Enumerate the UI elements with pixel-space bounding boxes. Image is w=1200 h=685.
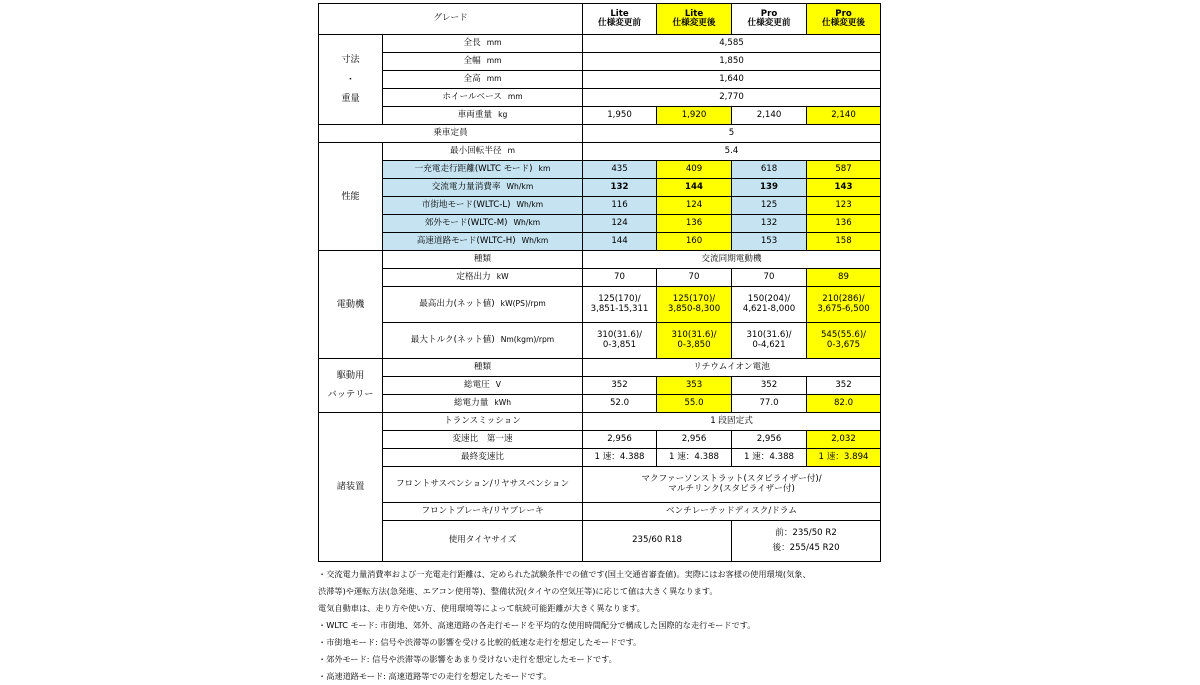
value-max-torque-lite-after: 310(31.6)/ 0-3,850 xyxy=(657,323,732,359)
row-highway-mode xyxy=(319,233,881,251)
spec-sheet xyxy=(318,3,880,685)
value-weight-pro-after: 2,140 xyxy=(807,107,881,125)
value-rated-lite-after: 70 xyxy=(657,269,732,287)
value-max-torque-pro-before: 310(31.6)/ 0-4,621 xyxy=(732,323,807,359)
value-capacity: 5 xyxy=(583,125,881,143)
value-capacity-pro-before: 77.0 xyxy=(732,395,807,413)
value-final-ratio-lite-before: 1 速：4.388 xyxy=(583,449,657,467)
value-rated-lite-before: 70 xyxy=(583,269,657,287)
label-height: 全高 mm xyxy=(383,71,583,89)
value-voltage-pro-after: 352 xyxy=(807,377,881,395)
label-rated-output: 定格出力 kW xyxy=(383,269,583,287)
row-range xyxy=(319,161,881,179)
value-suspension: マクファーソンストラット(スタビライザー付)/ マルチリンク(スタビライザー付) xyxy=(583,467,881,503)
row-tires xyxy=(319,521,881,562)
row-suspension xyxy=(319,467,881,503)
value-weight-lite-after: 1,920 xyxy=(657,107,732,125)
value-first-gear-lite-before: 2,956 xyxy=(583,431,657,449)
label-transmission: トランスミッション xyxy=(383,413,583,431)
value-wheelbase: 2,770 xyxy=(583,89,881,107)
spec-table xyxy=(318,3,881,562)
col-lite-before: Lite 仕様変更前 xyxy=(583,4,657,35)
footnotes xyxy=(318,566,880,685)
label-brakes: フロントブレーキ/リヤブレーキ xyxy=(383,503,583,521)
row-max-power xyxy=(319,287,881,323)
label-capacity: 乗車定員 xyxy=(319,125,583,143)
label-max-power: 最高出力(ネット値) kW(PS)/rpm xyxy=(383,287,583,323)
row-first-gear xyxy=(319,431,881,449)
row-rated-output xyxy=(319,269,881,287)
label-max-torque: 最大トルク(ネット値) Nm(kgm)/rpm xyxy=(383,323,583,359)
value-highway-pro-before: 153 xyxy=(732,233,807,251)
label-range: 一充電走行距離(WLTC モード) km xyxy=(383,161,583,179)
value-rated-pro-before: 70 xyxy=(732,269,807,287)
value-rated-pro-after: 89 xyxy=(807,269,881,287)
category-motor: 電動機 xyxy=(319,251,383,359)
label-city-mode: 市街地モード(WLTC-L) Wh/km xyxy=(383,197,583,215)
row-city-mode xyxy=(319,197,881,215)
footnote: ・WLTC モード: 市街地、郊外、高速道路の各走行モードを平均的な使用時間配分で構成した国際的な走行モードです。 xyxy=(318,620,756,630)
row-suburb-mode xyxy=(319,215,881,233)
row-turning-radius xyxy=(319,143,881,161)
row-battery-type xyxy=(319,359,881,377)
footnote: ・高速道路モード: 高速道路等での走行を想定したモードです。 xyxy=(318,671,552,681)
row-battery-capacity xyxy=(319,395,881,413)
row-voltage xyxy=(319,377,881,395)
value-final-ratio-pro-before: 1 速：4.388 xyxy=(732,449,807,467)
label-highway-mode: 高速道路モード(WLTC-H) Wh/km xyxy=(383,233,583,251)
value-max-torque-lite-before: 310(31.6)/ 0-3,851 xyxy=(583,323,657,359)
row-consumption xyxy=(319,179,881,197)
value-tires-pro: 前：235/50 R2 後：255/45 R20 xyxy=(732,521,881,562)
row-final-ratio xyxy=(319,449,881,467)
value-city-pro-before: 125 xyxy=(732,197,807,215)
value-capacity-lite-before: 52.0 xyxy=(583,395,657,413)
footnote: ・市街地モード: 信号や渋滞等の影響を受ける比較的低速な走行を想定したモードです。 xyxy=(318,637,642,647)
value-range-lite-before: 435 xyxy=(583,161,657,179)
value-final-ratio-lite-after: 1 速：4.388 xyxy=(657,449,732,467)
col-pro-after: Pro 仕様変更後 xyxy=(807,4,881,35)
label-battery-capacity: 総電力量 kWh xyxy=(383,395,583,413)
label-turning-radius: 最小回転半径 m xyxy=(383,143,583,161)
label-suspension: フロントサスペンション/リヤサスペンション xyxy=(383,467,583,503)
value-consumption-pro-before: 139 xyxy=(732,179,807,197)
value-max-power-pro-after: 210(286)/ 3,675-6,500 xyxy=(807,287,881,323)
value-brakes: ベンチレーテッドディスク/ドラム xyxy=(583,503,881,521)
row-height xyxy=(319,71,881,89)
value-range-pro-before: 618 xyxy=(732,161,807,179)
value-motor-type: 交流同期電動機 xyxy=(583,251,881,269)
value-turning-radius: 5.4 xyxy=(583,143,881,161)
value-capacity-lite-after: 55.0 xyxy=(657,395,732,413)
label-suburb-mode: 郊外モード(WLTC-M) Wh/km xyxy=(383,215,583,233)
label-voltage: 総電圧 V xyxy=(383,377,583,395)
value-tires-lite: 235/60 R18 xyxy=(583,521,732,562)
row-wheelbase xyxy=(319,89,881,107)
value-consumption-pro-after: 143 xyxy=(807,179,881,197)
value-consumption-lite-after: 144 xyxy=(657,179,732,197)
label-consumption: 交流電力量消費率 Wh/km xyxy=(383,179,583,197)
value-weight-lite-before: 1,950 xyxy=(583,107,657,125)
value-final-ratio-pro-after: 1 速：3.894 xyxy=(807,449,881,467)
value-first-gear-pro-before: 2,956 xyxy=(732,431,807,449)
value-highway-pro-after: 158 xyxy=(807,233,881,251)
value-max-power-lite-before: 125(170)/ 3,851-15,311 xyxy=(583,287,657,323)
label-motor-type: 種類 xyxy=(383,251,583,269)
value-transmission: 1 段固定式 xyxy=(583,413,881,431)
value-voltage-lite-after: 353 xyxy=(657,377,732,395)
footnote: ・郊外モード: 信号や渋滞等の影響をあまり受けない走行を想定したモードです。 xyxy=(318,654,617,664)
value-suburb-pro-after: 136 xyxy=(807,215,881,233)
row-max-torque xyxy=(319,323,881,359)
row-transmission xyxy=(319,413,881,431)
value-height: 1,640 xyxy=(583,71,881,89)
value-max-torque-pro-after: 545(55.6)/ 0-3,675 xyxy=(807,323,881,359)
col-lite-after: Lite 仕様変更後 xyxy=(657,4,732,35)
value-length: 4,585 xyxy=(583,35,881,53)
value-range-lite-after: 409 xyxy=(657,161,732,179)
value-suburb-lite-before: 124 xyxy=(583,215,657,233)
footnote: ・交流電力量消費率および一充電走行距離は、定められた試験条件での値です(国土交通省審査値)。実際にはお客様の使用環境(気象、 xyxy=(318,569,811,579)
value-max-power-pro-before: 150(204)/ 4,621-8,000 xyxy=(732,287,807,323)
value-battery-type: リチウムイオン電池 xyxy=(583,359,881,377)
value-first-gear-pro-after: 2,032 xyxy=(807,431,881,449)
category-performance: 性能 xyxy=(319,143,383,251)
value-highway-lite-before: 144 xyxy=(583,233,657,251)
label-weight: 車両重量 kg xyxy=(383,107,583,125)
value-city-lite-before: 116 xyxy=(583,197,657,215)
value-weight-pro-before: 2,140 xyxy=(732,107,807,125)
label-tires: 使用タイヤサイズ xyxy=(383,521,583,562)
category-battery: 駆動用 バッテリー xyxy=(319,359,383,413)
row-length xyxy=(319,35,881,53)
header-row xyxy=(319,4,881,35)
label-length: 全長 mm xyxy=(383,35,583,53)
value-capacity-pro-after: 82.0 xyxy=(807,395,881,413)
row-capacity xyxy=(319,125,881,143)
value-suburb-lite-after: 136 xyxy=(657,215,732,233)
grade-label: グレード xyxy=(319,4,583,35)
value-city-lite-after: 124 xyxy=(657,197,732,215)
label-first-gear: 変速比 第一速 xyxy=(383,431,583,449)
value-max-power-lite-after: 125(170)/ 3,850-8,300 xyxy=(657,287,732,323)
value-range-pro-after: 587 xyxy=(807,161,881,179)
footnote: 電気自動車は、走り方や使い方、使用環境等によって航続可能距離が大きく異なります。 xyxy=(318,603,645,613)
value-city-pro-after: 123 xyxy=(807,197,881,215)
value-voltage-pro-before: 352 xyxy=(732,377,807,395)
value-consumption-lite-before: 132 xyxy=(583,179,657,197)
value-first-gear-lite-after: 2,956 xyxy=(657,431,732,449)
label-width: 全幅 mm xyxy=(383,53,583,71)
category-dimensions: 寸法 ・ 重量 xyxy=(319,35,383,125)
label-battery-type: 種類 xyxy=(383,359,583,377)
footnote: 渋滞等)や運転方法(急発進、エアコン使用等)、整備状況(タイヤの空気圧等)に応じて値は大きく異なります。 xyxy=(318,586,718,596)
value-suburb-pro-before: 132 xyxy=(732,215,807,233)
col-pro-before: Pro 仕様変更前 xyxy=(732,4,807,35)
row-width xyxy=(319,53,881,71)
label-final-ratio: 最終変速比 xyxy=(383,449,583,467)
value-width: 1,850 xyxy=(583,53,881,71)
row-motor-type xyxy=(319,251,881,269)
value-voltage-lite-before: 352 xyxy=(583,377,657,395)
row-weight xyxy=(319,107,881,125)
category-devices: 諸装置 xyxy=(319,413,383,562)
row-brakes xyxy=(319,503,881,521)
value-highway-lite-after: 160 xyxy=(657,233,732,251)
label-wheelbase: ホイールベース mm xyxy=(383,89,583,107)
